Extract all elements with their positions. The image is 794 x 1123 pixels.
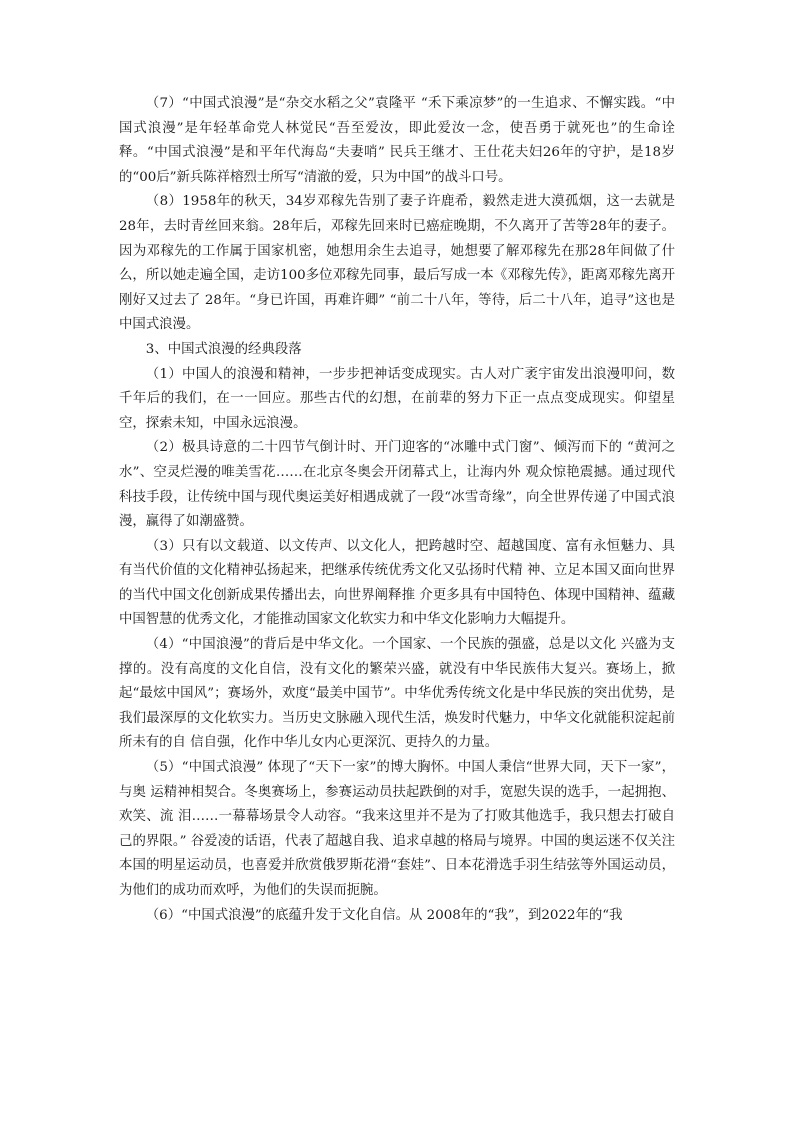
- classic-paragraph-6: （6）“中国式浪漫”的底蕴升发于文化自信。从 2008年的“我”，到2022年的“我: [145, 907, 623, 923]
- section-heading-3: 3、中国式浪漫的经典段落: [145, 341, 302, 357]
- classic-paragraph-3: （3）只有以文载道、以文传声、以文化人，把跨越时空、超越国度、富有永恒魅力、具有当代价值的文化精神弘扬起来，把继承传统优秀文化又弘扬时代精 神、立足本国又面向世界的当代中国文化创新成果传播出去，向世界阐释推 介更多具有中国特色、体现中国精神、蕴藏中国智慧的优秀文化，才能推动国家文化软实力和中华文化影响力大幅提升。: [119, 538, 675, 628]
- classic-paragraph-2: （2）极具诗意的二十四节气倒计时、开门迎客的“冰雕中式门窗”、倾泻而下的 “黄河之水”、空灵烂漫的唯美雪花……在北京冬奥会开闭幕式上，让海内外 观众惊艳震撼。通过现代科技手段，让传统中国与现代奥运美好相遇成就了一段“冰雪奇缘”，向全世界传递了中国式浪漫，赢得了如潮盛赞。: [119, 440, 675, 530]
- paragraph-8-deng-jiaxian: （8）1958年的秋天，34岁邓稼先告别了妻子许鹿希，毅然走进大漠孤烟，这一去就是28年，去时青丝回来翁。28年后，邓稼先回来时已癌症晚期，不久离开了苦等28年的妻子。因为邓稼先的工作属于国家机密，她想用余生去追寻，她想要了解邓稼先在那28年间做了什么，所以她走遍全国，走访100多位邓稼先同事，最后写成一本《邓稼先传》，距离邓稼先离开刚好又过去了 28年。“身已许国，再难许卿” “前二十八年，等待，后二十八年，追寻”这也是中国式浪漫。: [119, 194, 675, 333]
- paragraph-7-yuan-longping: （7）“中国式浪漫”是“杂交水稻之父”袁隆平 “禾下乘凉梦”的一生追求、不懈实践。“中国式浪漫”是年轻革命党人林觉民“吾至爱汝，即此爱汝一念，使吾勇于就死也”的生命诠释。“中国式浪漫”是和平年代海岛“夫妻哨” 民兵王继才、王仕花夫妇26年的守护，是18岁的“00后”新兵陈祥榕烈士所写“清澈的爱，只为中国”的战斗口号。: [119, 96, 675, 185]
- classic-paragraph-4: （4）“中国浪漫”的背后是中华文化。一个国家、一个民族的强盛，总是以文化 兴盛为支撑的。没有高度的文化自信，没有文化的繁荣兴盛，就没有中华民族伟大复兴。赛场上，掀起“最炫中国风”；赛场外，欢度“最美中国节”。中华优秀传统文化是中华民族的突出优势，是我们最深厚的文化软实力。当历史文脉融入现代生活，焕发时代魅力，中华文化就能积淀起前所未有的自 信自强，化作中华儿女内心更深沉、更持久的力量。: [119, 637, 675, 751]
- classic-paragraph-5: （5）“中国式浪漫” 体现了“天下一家”的博大胸怀。中国人秉信“世界大同，天下一家”，与奥 运精神相契合。冬奥赛场上，参赛运动员扶起跌倒的对手，宽慰失误的选手，一起拥抱、欢笑、流 泪……一幕幕场景令人动容。“我来这里并不是为了打败其他选手，我只想去打破自己的界限。” 谷爱凌的话语，代表了超越自我、追求卓越的格局与境界。中国的奥运迷不仅关注本国的明星运动员，也喜爱并欣赏俄罗斯花滑“套娃”、日本花滑选手羽生结弦等外国运动员，为他们的成功而欢呼，为他们的失误而扼腕。: [119, 760, 675, 898]
- classic-paragraph-1: （1）中国人的浪漫和精神，一步步把神话变成现实。古人对广袤宇宙发出浪漫叩问，数千年后的我们，在一一回应。那些古代的幻想，在前辈的努力下正一点点变成现实。仰望星空，探索未知，中国永远浪漫。: [119, 366, 675, 431]
- document-page: [119, 92, 675, 928]
